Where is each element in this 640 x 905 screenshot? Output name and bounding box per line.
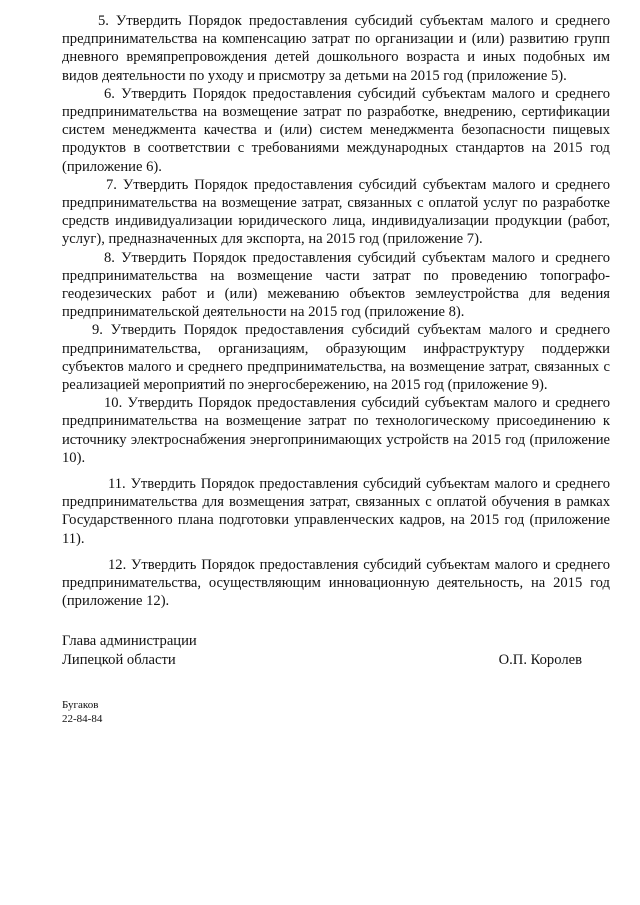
signature-block [62, 632, 582, 670]
paragraph-item-7: 7. Утвердить Порядок предоставления субсидий субъектам малого и среднего предпринимательства на возмещение затрат, связанных с оплатой услуг по разработке средств индивидуализации юридического лица, индивидуализации продукции (работ, услуг), предназначенных для экспорта, на 2015 год (приложение 7). [62, 176, 610, 248]
document-body [62, 12, 610, 611]
paragraph-item-8: 8. Утвердить Порядок предоставления субсидий субъектам малого и среднего предпринимательства на возмещение части затрат по проведению топографо-геодезических работ и (или) межеванию объектов землеустройства для ведения предпринимательской деятельности на 2015 год (приложение 8). [62, 249, 610, 321]
signature-row [62, 651, 582, 670]
executor-footer [62, 698, 102, 726]
signatory-title-line-2: Липецкой области [62, 652, 176, 668]
paragraph-item-9: 9. Утвердить Порядок предоставления субсидий субъектам малого и среднего предпринимательства, организациям, образующим инфраструктуру поддержки субъектов малого и среднего предпринимательства, на возмещение затрат, связанных с реализацией мероприятий по энергосбережению, на 2015 год (приложение 9). [62, 322, 610, 394]
paragraph-item-6: 6. Утвердить Порядок предоставления субсидий субъектам малого и среднего предпринимательства на возмещение затрат по разработке, внедрению, сертификации систем менеджмента качества и (или) систем менеджмента безопасности пищевых продуктов в соответствии с требованиями международных стандартов на 2015 год (приложение 6). [62, 85, 610, 175]
executor-name: Бугаков [62, 699, 99, 711]
paragraph-item-12: 12. Утвердить Порядок предоставления субсидий субъектам малого и среднего предпринимательства, осуществляющим инновационную деятельность, на 2015 год (приложение 12). [62, 556, 610, 610]
executor-phone: 22-84-84 [62, 713, 103, 725]
paragraph-item-5: 5. Утвердить Порядок предоставления субсидий субъектам малого и среднего предпринимательства на компенсацию затрат по организации и (или) развитию групп дневного времяпрепровождения детей дошкольного возраста и иных подобных им видов деятельности по уходу и присмотру за детьми на 2015 год (приложение 5). [62, 13, 610, 84]
paragraph-item-11: 11. Утвердить Порядок предоставления субсидий субъектам малого и среднего предпринимательства для возмещения затрат, связанных с оплатой обучения в рамках Государственного плана подготовки управленческих кадров, на 2015 год (приложение 11). [62, 476, 610, 547]
paragraph-item-10: 10. Утвердить Порядок предоставления субсидий субъектам малого и среднего предпринимательства на возмещение затрат по технологическому присоединению к источнику электроснабжения энергопринимающих устройств на 2015 год (приложение 10). [62, 395, 610, 466]
signatory-name: О.П. Королев [498, 652, 582, 668]
signatory-title-line-1: Глава администрации [62, 633, 197, 649]
